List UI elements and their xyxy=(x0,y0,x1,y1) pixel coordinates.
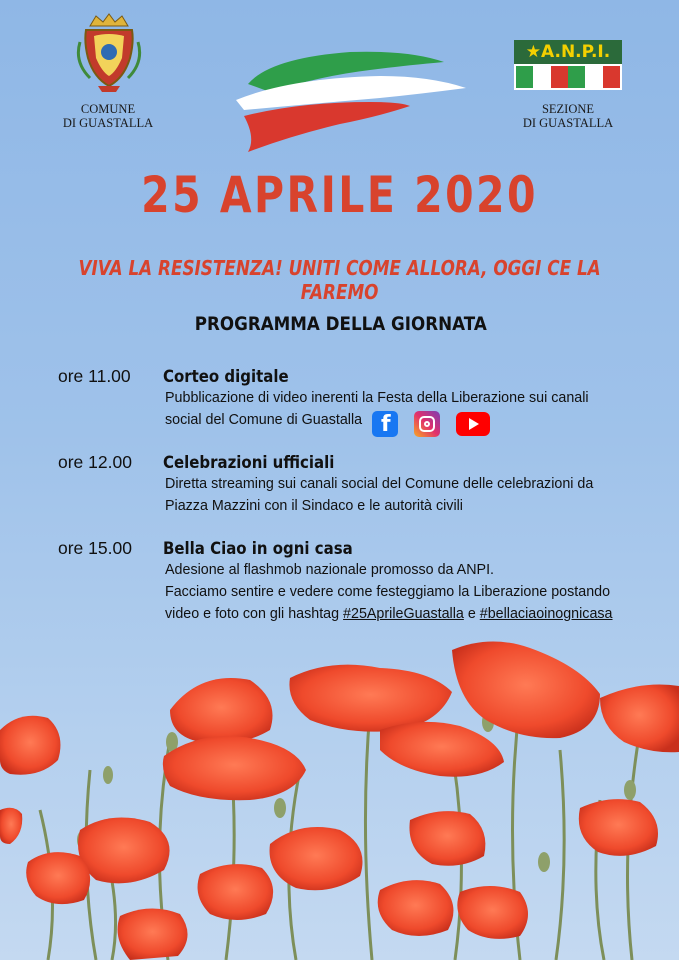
poppy-field-image xyxy=(0,630,679,960)
event-time: ore 12.00 xyxy=(58,452,132,472)
event-title: Corteo digitale xyxy=(163,367,289,387)
event-time: ore 15.00 xyxy=(58,538,132,558)
subtitle: VIVA LA RESISTENZA! UNITI COME ALLORA, OGGI CE LA FAREMO xyxy=(78,256,601,304)
instagram-icon[interactable] xyxy=(414,411,440,437)
comune-label-line1: COMUNE xyxy=(80,102,136,116)
event-time: ore 11.00 xyxy=(58,366,131,386)
event-description-line xyxy=(165,604,613,625)
comune-label xyxy=(40,102,176,130)
anpi-logo-banner xyxy=(514,40,622,64)
hashtag-link[interactable]: #25AprileGuastalla xyxy=(343,606,464,622)
hashtag-link[interactable]: #bellaciaoinognicasa xyxy=(479,606,613,622)
anpi-label-line1: SEZIONE xyxy=(541,102,595,116)
youtube-icon[interactable] xyxy=(456,412,490,436)
event-description-text: e xyxy=(463,606,480,622)
event-description-line: social del Comune di Guastalla xyxy=(165,412,363,428)
anpi-section-label xyxy=(498,102,638,130)
event-description-line: Pubblicazione di video inerenti la Festa della Liberazione sui canali xyxy=(165,390,589,406)
star-icon: ★ xyxy=(525,42,542,62)
event-description-line: Facciamo sentire e vedere come festeggiamo la Liberazione postando xyxy=(165,584,611,600)
anpi-logo-stripes xyxy=(514,64,622,90)
event-description-text: video e foto con gli hashtag xyxy=(165,606,344,622)
date-title: 25 APRILE 2020 xyxy=(141,166,539,224)
anpi-logo xyxy=(514,40,622,92)
event-description-line: Diretta streaming sui canali social del Comune delle celebrazioni da xyxy=(165,476,594,492)
event-description-line: Piazza Mazzini con il Sindaco e le autorità civili xyxy=(165,498,463,514)
anpi-logo-text: A.N.P.I. xyxy=(541,42,611,62)
event-description-line: Adesione al flashmob nazionale promosso da ANPI. xyxy=(165,562,495,578)
comune-label-line2: DI GUASTALLA xyxy=(62,116,154,130)
italian-flag-brush xyxy=(230,44,470,162)
facebook-icon[interactable]: f xyxy=(372,411,398,437)
guastalla-crest-logo xyxy=(76,12,142,94)
event-title: Celebrazioni ufficiali xyxy=(163,453,335,473)
anpi-label-line2: DI GUASTALLA xyxy=(522,116,614,130)
program-heading: PROGRAMMA DELLA GIORNATA xyxy=(194,313,487,335)
event-title: Bella Ciao in ogni casa xyxy=(163,539,353,559)
social-icons xyxy=(372,411,490,437)
